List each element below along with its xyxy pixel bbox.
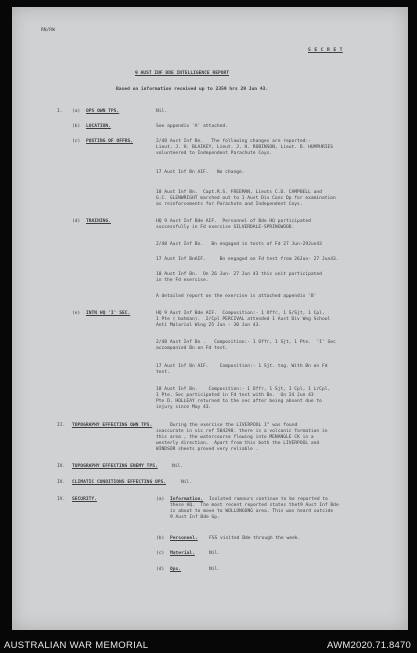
section-4-text: Nil.	[181, 480, 193, 485]
item-e-label: (e)	[72, 311, 81, 316]
document-page	[12, 7, 408, 630]
security-b-text: FSS visited Bde through the week.	[209, 536, 301, 541]
report-subtitle: Based on information received up to 2359 hrs 29 Jun 43.	[116, 87, 269, 92]
section-4-number: IV.	[57, 480, 66, 485]
posting-line-4: 17 Aust Inf Bn AIF. No change.	[156, 170, 245, 175]
report-title: 9 AUST INF BDE INTELLIGENCE REPORT	[135, 71, 230, 76]
intelligence-line-8: 18 Aust Inf Bn. Composition:- 1 Offr, 1 Sjt, 1 Cpl, 1 L/Cpl,	[156, 387, 331, 392]
intelligence-line-4: 2/48 Aust Inf Bn . Composition:- 1 Offr, 1 Sjt, 1 Pte. 'I' Sec	[156, 340, 336, 345]
item-a-label: (a)	[72, 109, 81, 114]
training-line-5: 18 Aust Inf Bn. On 26 Jun- 27 Jun 43 this unit participated	[156, 272, 322, 277]
item-b-text: See appendix 'A' attached.	[156, 124, 228, 129]
item-a-heading: OPS OWN TPS.	[86, 109, 120, 114]
security-d-text: Nil.	[209, 567, 221, 572]
topography-line-3: this area , the watercourse flowing into MENANGLE CK in a	[156, 435, 314, 440]
section-2-number: II.	[57, 423, 66, 428]
intelligence-line-9: 1 Pte. Sec participated in Fd test with Bn. On 24 Jun 43	[156, 393, 314, 398]
accession-number: AWM2020.71.8470	[327, 640, 411, 651]
item-c-label: (c)	[72, 139, 81, 144]
security-a-line-1: Isolated rumours continue to be reported to	[209, 497, 328, 502]
security-c-text: Nil.	[209, 551, 221, 556]
section-5-number: IV.	[57, 497, 66, 502]
security-d-heading: Ops.	[170, 567, 182, 572]
archive-footer	[0, 630, 417, 653]
security-d-label: (d)	[156, 567, 165, 572]
section-1-number: I.	[57, 109, 63, 114]
topography-line-4: westerly direction. Apart from this both the LIVERPOOL and	[156, 441, 320, 446]
intelligence-line-2: 1 Pte ( batman). 2/Cpl PERCIVAL attended 1 Aust Div Wng School	[156, 317, 331, 322]
security-a-line-3: is about to move to WOLLONGONG area. This was heard outside	[170, 509, 334, 514]
posting-line-2: Lieut. J. H. BLAIKEY, Lieut. J. H. ROBINSON, Lieut. D. HUMPHRIES	[156, 145, 334, 150]
security-c-label: (c)	[156, 551, 165, 556]
security-a-label: (a)	[156, 497, 165, 502]
item-a-text: Nil.	[156, 109, 168, 114]
posting-line-3: volunteered to Independent Parachute Coys.	[156, 151, 273, 156]
posting-line-7: as reinforcements for Parachute and Independent Coys.	[156, 202, 303, 207]
posting-line-6: G.C. GLENWRIGHT marched out to 1 Aust Div Conc Dp for examination	[156, 196, 336, 201]
security-b-label: (b)	[156, 536, 165, 541]
section-3-heading: TOPOGRAPHY EFFECTING ENEMY TPS.	[72, 464, 158, 469]
intelligence-line-3: Anti Malarial Wing 25 Jun - 30 Jun 43.	[156, 323, 262, 328]
security-a-line-4: 9 Aust Inf Bde Gp.	[170, 515, 220, 520]
section-5-heading: SECURITY.	[72, 497, 97, 502]
item-d-label: (d)	[72, 219, 81, 224]
training-line-3: 2/48 Aust Inf Bn. Bn engaged in tests of Fd 27 Jun-29Jun43	[156, 242, 322, 247]
archive-name: AUSTRALIAN WAR MEMORIAL	[4, 640, 149, 651]
section-3-text: Nil.	[172, 464, 184, 469]
item-b-label: (b)	[72, 124, 81, 129]
posting-line-1: 2/48 Aust Inf Bn. The following changes are reported:-	[156, 139, 311, 144]
security-a-heading: Information.	[170, 497, 204, 502]
security-a-line-2: these HQ. The most recent reported states thet9 Aust Inf Bde	[170, 503, 339, 508]
training-line-2: successfully in Fd exercise SILVERDALE-SPRINGWOOD.	[156, 225, 295, 230]
item-c-heading: POSTING OF OFFRS.	[86, 139, 134, 144]
training-line-4: 17 Aust Inf BnAIF. Bn engaged on Fd test from 26Jun- 27 Jun43.	[156, 257, 339, 262]
security-c-heading: Material.	[170, 551, 195, 556]
section-3-number: IV.	[57, 464, 66, 469]
topography-line-2: inaccurate in vic ref 504290. there is a volcanic formation in	[156, 429, 328, 434]
item-b-heading: LOCATION.	[86, 124, 111, 129]
intelligence-line-5: accompanied Bn on Fd test.	[156, 346, 228, 351]
posting-line-5: 18 Aust Inf Bn. Capt.R.S. FREEMAN, Lieuts C.D. CAMPBELL and	[156, 190, 322, 195]
intelligence-line-10: Pte D. HOLLEAY returned to the sec after being absent due to	[156, 399, 322, 404]
topography-line-5: WINDSOR sheets proved very reliable .	[156, 447, 259, 452]
item-e-heading: INTN HQ 'I' SEC.	[86, 311, 131, 316]
section-2-heading: TOPOGRAPHY EFFECTING OWN TPS.	[72, 423, 153, 428]
document-ref: RN/RW	[41, 28, 55, 33]
intelligence-line-11: injury since May 43.	[156, 405, 212, 410]
intelligence-line-1: HQ 9 Aust Inf Bde AIF. Composition:- 1 Offr, 1 S/Sjt, 1 Cpl,	[156, 311, 325, 316]
security-classification: S E C R E T	[308, 48, 343, 53]
training-line-1: HQ 9 Aust Inf Bde AIF. Personnel of Bde HQ participated	[156, 219, 311, 224]
intelligence-line-6: 17 Aust Inf Bn AIF. Composition:- 1 Sjt. tng. With Bn on Fd	[156, 364, 328, 369]
intelligence-line-7: test.	[156, 370, 170, 375]
training-line-6: in the Fd exercise.	[156, 278, 209, 283]
topography-line-1: During the exercise the LIVERPOOL 1" was found	[170, 423, 298, 428]
item-d-heading: TRAINING.	[86, 219, 111, 224]
security-b-heading: Personnel.	[170, 536, 198, 541]
section-4-heading: CLIMATIC CONDITIONS EFFECTING OPS.	[72, 480, 167, 485]
training-line-7: A detailed report on the exercise is attached appendix 'B'	[156, 294, 317, 299]
